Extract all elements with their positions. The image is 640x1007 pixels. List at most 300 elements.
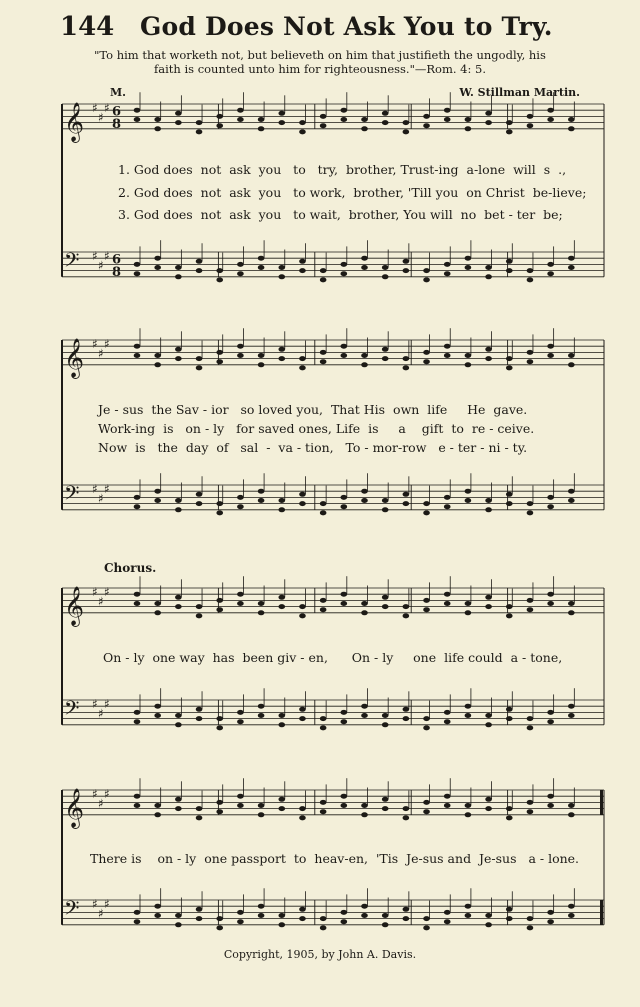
note-head: [278, 347, 285, 352]
sharp-icon: ♯: [92, 337, 98, 352]
note-head: [258, 265, 265, 270]
note-head: [216, 716, 223, 721]
note-head: [341, 803, 348, 808]
note-head: [527, 800, 534, 805]
note-head: [382, 507, 389, 512]
note-head: [361, 489, 368, 494]
note-head: [382, 274, 389, 279]
note-head: [465, 713, 472, 718]
note-head: [527, 916, 534, 921]
note-head: [506, 716, 513, 721]
verse-3-line-a: 3. God does not ask you to wait, brother, You will no bet - ter be;: [118, 207, 563, 222]
note-head: [278, 797, 285, 802]
note-head: [444, 495, 451, 500]
note-head: [527, 277, 534, 282]
note-head: [361, 256, 368, 261]
note-head: [154, 362, 161, 367]
note-head: [382, 722, 389, 727]
note-head: [568, 713, 575, 718]
note-head: [216, 114, 223, 119]
note-head: [361, 362, 368, 367]
bass-clef-icon: 𝄢: [64, 248, 80, 277]
note-head: [485, 806, 492, 811]
note-head: [134, 262, 141, 267]
note-head: [568, 117, 575, 122]
note-head: [485, 922, 492, 927]
note-head: [568, 489, 575, 494]
note-head: [485, 356, 492, 361]
note-head: [506, 129, 513, 134]
verse-1-line-a: 1. God does not ask you to try, brother, Trust-ing a-lone will s .,: [118, 162, 567, 177]
note-head: [547, 803, 554, 808]
note-head: [237, 353, 244, 358]
note-head: [278, 722, 285, 727]
note-head: [361, 117, 368, 122]
note-head: [320, 607, 327, 612]
note-head: [134, 910, 141, 915]
note-head: [196, 259, 203, 264]
note-head: [485, 595, 492, 600]
note-head: [216, 800, 223, 805]
note-head: [547, 353, 554, 358]
note-head: [444, 803, 451, 808]
note-head: [299, 259, 306, 264]
note-head: [175, 265, 182, 270]
note-head: [403, 806, 410, 811]
note-head: [258, 913, 265, 918]
note-head: [547, 108, 554, 113]
note-head: [506, 806, 513, 811]
note-head: [237, 794, 244, 799]
note-head: [154, 498, 161, 503]
sharp-icon: ♯: [104, 101, 110, 116]
note-head: [134, 117, 141, 122]
note-head: [423, 350, 430, 355]
note-head: [465, 362, 472, 367]
note-head: [547, 262, 554, 267]
note-head: [506, 604, 513, 609]
note-head: [196, 916, 203, 921]
note-head: [485, 111, 492, 116]
hymn-number: 144: [60, 12, 115, 42]
note-head: [485, 797, 492, 802]
note-head: [154, 913, 161, 918]
note-head: [258, 362, 265, 367]
note-head: [403, 613, 410, 618]
note-head: [278, 913, 285, 918]
sharp-icon: ♯: [98, 258, 104, 273]
note-head: [134, 495, 141, 500]
note-head: [465, 498, 472, 503]
note-head: [175, 356, 182, 361]
note-head: [175, 722, 182, 727]
note-head: [527, 114, 534, 119]
note-head: [341, 271, 348, 276]
note-head: [527, 725, 534, 730]
note-head: [237, 504, 244, 509]
note-head: [341, 495, 348, 500]
note-head: [423, 607, 430, 612]
note-head: [423, 123, 430, 128]
note-head: [527, 510, 534, 515]
note-head: [196, 707, 203, 712]
note-head: [341, 353, 348, 358]
note-head: [444, 504, 451, 509]
note-head: [423, 809, 430, 814]
note-head: [547, 794, 554, 799]
note-head: [154, 812, 161, 817]
note-head: [134, 601, 141, 606]
note-head: [175, 347, 182, 352]
note-head: [320, 123, 327, 128]
note-head: [134, 719, 141, 724]
note-head: [506, 365, 513, 370]
note-head: [547, 495, 554, 500]
note-head: [568, 610, 575, 615]
sharp-icon: ♯: [104, 249, 110, 264]
note-head: [444, 262, 451, 267]
note-head: [216, 350, 223, 355]
time-signature-bottom: 8: [112, 264, 122, 280]
note-head: [361, 610, 368, 615]
note-head: [403, 716, 410, 721]
note-head: [547, 117, 554, 122]
note-head: [403, 365, 410, 370]
note-head: [196, 492, 203, 497]
note-head: [465, 117, 472, 122]
note-head: [237, 344, 244, 349]
note-head: [134, 353, 141, 358]
note-head: [134, 919, 141, 924]
note-head: [341, 919, 348, 924]
note-head: [258, 256, 265, 261]
note-head: [547, 344, 554, 349]
note-head: [465, 256, 472, 261]
note-head: [361, 704, 368, 709]
note-head: [547, 710, 554, 715]
note-head: [568, 265, 575, 270]
note-head: [258, 713, 265, 718]
note-head: [403, 916, 410, 921]
note-head: [175, 274, 182, 279]
note-head: [361, 126, 368, 131]
note-head: [527, 925, 534, 930]
note-head: [175, 797, 182, 802]
note-head: [320, 268, 327, 273]
note-head: [196, 365, 203, 370]
note-head: [568, 803, 575, 808]
note-head: [154, 353, 161, 358]
sharp-icon: ♯: [98, 796, 104, 811]
note-head: [423, 359, 430, 364]
note-head: [299, 492, 306, 497]
note-head: [444, 353, 451, 358]
note-head: [320, 277, 327, 282]
note-head: [320, 510, 327, 515]
note-head: [465, 489, 472, 494]
note-head: [423, 114, 430, 119]
note-head: [196, 129, 203, 134]
note-head: [175, 604, 182, 609]
note-head: [444, 271, 451, 276]
note-head: [465, 265, 472, 270]
note-head: [216, 607, 223, 612]
note-head: [258, 498, 265, 503]
note-head: [547, 601, 554, 606]
note-head: [382, 265, 389, 270]
note-head: [299, 604, 306, 609]
note-head: [361, 904, 368, 909]
note-head: [506, 501, 513, 506]
note-head: [320, 501, 327, 506]
note-head: [465, 803, 472, 808]
note-head: [465, 126, 472, 131]
note-head: [320, 916, 327, 921]
note-head: [547, 592, 554, 597]
copyright-notice: Copyright, 1905, by John A. Davis.: [223, 948, 417, 961]
note-head: [320, 800, 327, 805]
note-head: [154, 601, 161, 606]
note-head: [403, 268, 410, 273]
note-head: [423, 716, 430, 721]
bass-clef-icon: 𝄢: [64, 481, 80, 510]
note-head: [382, 806, 389, 811]
note-head: [423, 277, 430, 282]
note-head: [403, 356, 410, 361]
note-head: [278, 713, 285, 718]
note-head: [299, 268, 306, 273]
note-head: [196, 501, 203, 506]
hymn-title: God Does Not Ask You to Try.: [140, 12, 553, 41]
final-bar: [600, 790, 603, 815]
note-head: [506, 120, 513, 125]
note-head: [485, 274, 492, 279]
note-head: [568, 601, 575, 606]
note-head: [237, 803, 244, 808]
bass-clef-icon: 𝄢: [64, 896, 80, 925]
chorus-line-1: On - ly one way has been giv - en, On - ly one life could a - tone,: [103, 650, 563, 665]
note-head: [341, 108, 348, 113]
note-head: [361, 913, 368, 918]
note-head: [423, 800, 430, 805]
note-head: [216, 359, 223, 364]
note-head: [527, 350, 534, 355]
sharp-icon: ♯: [104, 337, 110, 352]
sharp-icon: ♯: [104, 897, 110, 912]
note-head: [299, 806, 306, 811]
note-head: [320, 598, 327, 603]
note-head: [196, 716, 203, 721]
note-head: [547, 910, 554, 915]
note-head: [278, 604, 285, 609]
note-head: [485, 347, 492, 352]
note-head: [568, 362, 575, 367]
note-head: [444, 719, 451, 724]
note-head: [216, 501, 223, 506]
note-head: [341, 601, 348, 606]
note-head: [423, 501, 430, 506]
note-head: [444, 344, 451, 349]
note-head: [547, 504, 554, 509]
sharp-icon: ♯: [92, 585, 98, 600]
note-head: [547, 919, 554, 924]
note-head: [403, 492, 410, 497]
note-head: [465, 601, 472, 606]
note-head: [547, 271, 554, 276]
treble-clef-icon: 𝄞: [64, 787, 85, 828]
note-head: [237, 919, 244, 924]
note-head: [568, 256, 575, 261]
note-head: [361, 803, 368, 808]
note-head: [216, 725, 223, 730]
note-head: [423, 510, 430, 515]
note-head: [237, 592, 244, 597]
note-head: [154, 904, 161, 909]
note-head: [278, 595, 285, 600]
note-head: [527, 607, 534, 612]
note-head: [196, 815, 203, 820]
note-head: [423, 925, 430, 930]
note-head: [547, 719, 554, 724]
note-head: [423, 725, 430, 730]
note-head: [134, 108, 141, 113]
note-head: [485, 913, 492, 918]
note-head: [278, 274, 285, 279]
note-head: [237, 710, 244, 715]
note-head: [299, 707, 306, 712]
note-head: [320, 359, 327, 364]
note-head: [299, 129, 306, 134]
note-head: [278, 806, 285, 811]
note-head: [382, 347, 389, 352]
sharp-icon: ♯: [104, 697, 110, 712]
final-bar: [600, 900, 603, 925]
note-head: [154, 713, 161, 718]
note-head: [154, 704, 161, 709]
note-head: [444, 108, 451, 113]
note-head: [258, 126, 265, 131]
note-head: [444, 919, 451, 924]
note-head: [278, 498, 285, 503]
note-head: [134, 710, 141, 715]
note-head: [258, 803, 265, 808]
note-head: [134, 344, 141, 349]
epigraph-line-2: faith is counted unto him for righteousness."—Rom. 4: 5.: [153, 62, 486, 76]
note-head: [382, 913, 389, 918]
note-head: [237, 117, 244, 122]
note-head: [444, 592, 451, 597]
note-head: [134, 592, 141, 597]
time-signature-top: 6: [112, 104, 122, 120]
sharp-icon: ♯: [104, 585, 110, 600]
note-head: [506, 815, 513, 820]
note-head: [361, 713, 368, 718]
note-head: [278, 507, 285, 512]
chorus-line-2: There is on - ly one passport to heav-en, 'Tis Je-sus and Je-sus a - lone.: [90, 851, 580, 866]
note-head: [341, 719, 348, 724]
note-head: [154, 489, 161, 494]
note-head: [465, 353, 472, 358]
note-head: [506, 613, 513, 618]
note-head: [216, 510, 223, 515]
note-head: [403, 501, 410, 506]
note-head: [154, 117, 161, 122]
sharp-icon: ♯: [92, 249, 98, 264]
note-head: [258, 601, 265, 606]
note-head: [506, 492, 513, 497]
note-head: [237, 262, 244, 267]
note-head: [382, 922, 389, 927]
note-head: [134, 504, 141, 509]
sharp-icon: ♯: [92, 482, 98, 497]
note-head: [299, 365, 306, 370]
note-head: [361, 601, 368, 606]
note-head: [216, 268, 223, 273]
note-head: [299, 907, 306, 912]
note-head: [506, 916, 513, 921]
chorus-label: Chorus.: [104, 561, 157, 575]
note-head: [134, 271, 141, 276]
note-head: [506, 907, 513, 912]
note-head: [175, 713, 182, 718]
note-head: [278, 120, 285, 125]
sharp-icon: ♯: [92, 697, 98, 712]
sharp-icon: ♯: [98, 110, 104, 125]
note-head: [527, 598, 534, 603]
note-head: [175, 507, 182, 512]
note-head: [465, 913, 472, 918]
note-head: [237, 495, 244, 500]
note-head: [382, 595, 389, 600]
note-head: [175, 498, 182, 503]
note-head: [527, 716, 534, 721]
note-head: [506, 259, 513, 264]
note-head: [154, 803, 161, 808]
note-head: [320, 809, 327, 814]
note-head: [258, 610, 265, 615]
note-head: [403, 707, 410, 712]
note-head: [341, 592, 348, 597]
note-head: [134, 794, 141, 799]
note-head: [403, 815, 410, 820]
note-head: [382, 713, 389, 718]
note-head: [485, 120, 492, 125]
sharp-icon: ♯: [92, 787, 98, 802]
note-head: [216, 598, 223, 603]
note-head: [527, 809, 534, 814]
note-head: [341, 262, 348, 267]
note-head: [278, 922, 285, 927]
note-head: [485, 498, 492, 503]
note-head: [341, 794, 348, 799]
note-head: [527, 268, 534, 273]
note-head: [237, 910, 244, 915]
sharp-icon: ♯: [98, 706, 104, 721]
note-head: [382, 498, 389, 503]
note-head: [361, 353, 368, 358]
note-head: [237, 719, 244, 724]
note-head: [568, 126, 575, 131]
note-head: [403, 604, 410, 609]
note-head: [320, 725, 327, 730]
note-head: [237, 271, 244, 276]
sharp-icon: ♯: [104, 482, 110, 497]
treble-clef-icon: 𝄞: [64, 585, 85, 626]
note-head: [382, 604, 389, 609]
note-head: [154, 265, 161, 270]
note-head: [216, 809, 223, 814]
note-head: [258, 904, 265, 909]
